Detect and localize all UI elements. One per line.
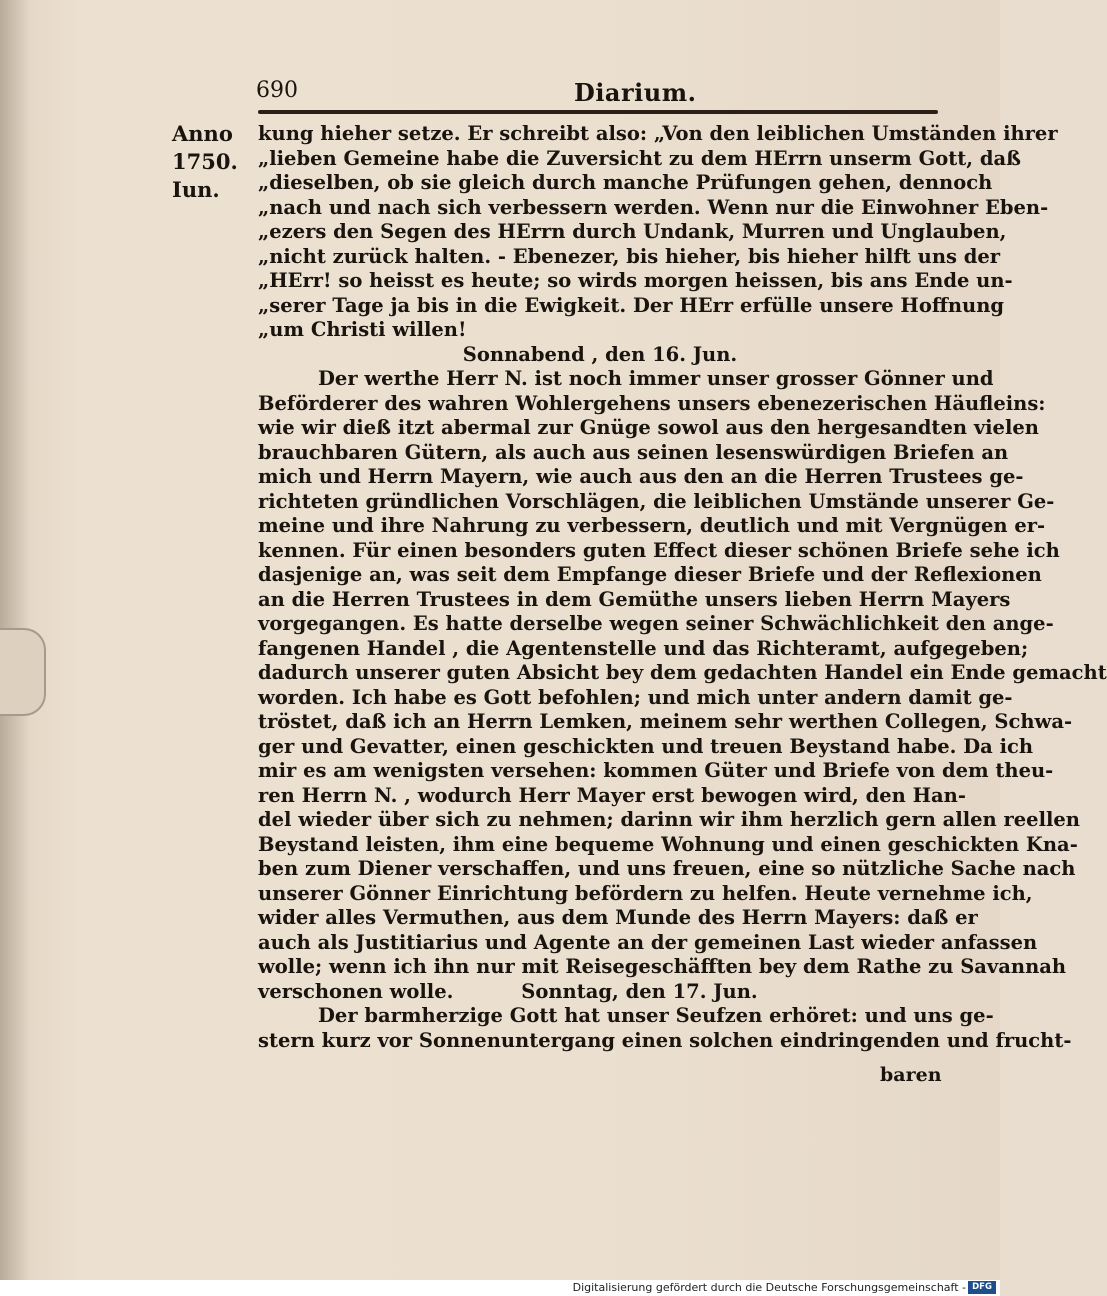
text-line: wie wir dieß itzt abermal zur Gnüge sowol aus den hergesandten vielen <box>258 416 1039 439</box>
page-header <box>256 74 936 107</box>
text-line: „um Christi willen! <box>258 318 467 341</box>
text-line: worden. Ich habe es Gott befohlen; und mich unter andern damit ge- <box>258 685 1013 709</box>
body-text <box>258 122 1107 1053</box>
text-line: wolle; wenn ich ihn nur mit Reisegeschäfften bey dem Rathe zu Savannah <box>258 955 1067 978</box>
text-line: kennen. Für einen besonders guten Effect dieser schönen Briefe sehe ich <box>258 538 1060 562</box>
text-line: del wieder über sich zu nehmen; darinn wir ihm herzlich gern allen reellen <box>258 808 1080 831</box>
text-line: ger und Gevatter, einen geschickten und treuen Beystand habe. Da ich <box>258 734 1034 758</box>
margin-note-line: Iun. <box>172 177 220 202</box>
text-line: kung hieher setze. Er schreibt also: „Von den leiblichen Umständen ihrer <box>258 122 1058 145</box>
text-line: meine und ihre Nahrung zu verbessern, deutlich und mit Vergnügen er- <box>258 514 1046 537</box>
text-line: Beförderer des wahren Wohlergehens unsers ebenezerischen Häufleins: <box>258 391 1046 415</box>
header-rule <box>258 110 938 114</box>
margin-note-line: 1750. <box>172 149 238 174</box>
text-line: Der werthe Herr N. ist noch immer unser grosser Gönner und <box>318 367 994 390</box>
text-line: „HErr! so heisst es heute; so wirds morgen heissen, bis ans Ende un- <box>258 269 1013 292</box>
text-line: stern kurz vor Sonnenuntergang einen solchen eindringenden und frucht- <box>258 1028 1072 1052</box>
text-line: mir es am wenigsten versehen: kommen Güter und Briefe von dem theu- <box>258 759 1054 782</box>
text-line: vorgegangen. Es hatte derselbe wegen seiner Schwächlichkeit den ange- <box>258 612 1054 635</box>
date-heading: Sonnabend , den 16. Jun. <box>462 342 738 366</box>
text-line: fangenen Handel , die Agentenstelle und das Richteramt, aufgegeben; <box>258 636 1029 660</box>
text-line: „ezers den Segen des HErrn durch Undank, Murren und Unglauben, <box>258 220 1007 243</box>
page-tab-marker <box>0 628 46 716</box>
text-line: „nach und nach sich verbessern werden. Wenn nur die Einwohner Eben- <box>258 195 1049 219</box>
text-line: wider alles Vermuthen, aus dem Munde des Herrn Mayers: daß er <box>258 906 978 929</box>
text-line: „lieben Gemeine habe die Zuversicht zu dem HErrn unserm Gott, daß <box>258 146 1021 170</box>
text-line: an die Herren Trustees in dem Gemüthe unsers lieben Herrn Mayers <box>258 587 1011 611</box>
text-line: verschonen wolle. Sonntag, den 17. Jun. <box>258 979 758 1003</box>
text-line: Beystand leisten, ihm eine bequeme Wohnung und einen geschickten Kna- <box>258 832 1078 856</box>
dfg-logo: DFG <box>968 1281 996 1294</box>
text-line: richteten gründlichen Vorschlägen, die leiblichen Umstände unserer Ge- <box>258 489 1055 513</box>
margin-note <box>172 120 244 204</box>
page-number: 690 <box>256 78 298 103</box>
text-line: brauchbaren Gütern, als auch aus seinen lesenswürdigen Briefen an <box>258 440 1009 464</box>
text-line: tröstet, daß ich an Herrn Lemken, meinem sehr werthen Collegen, Schwa- <box>258 710 1073 733</box>
text-line: auch als Justitiarius und Agente an der gemeinen Last wieder anfassen <box>258 930 1038 954</box>
text-line: dadurch unserer guten Absicht bey dem gedachten Handel ein Ende gemacht <box>258 661 1107 684</box>
text-line: Der barmherzige Gott hat unser Seufzen erhöret: und uns ge- <box>318 1004 994 1027</box>
margin-note-line: Anno <box>172 121 233 146</box>
catchword: baren <box>880 1064 942 1086</box>
text-line: ren Herrn N. , wodurch Herr Mayer erst bewogen wird, den Han- <box>258 783 966 807</box>
footer-credit: Digitalisierung gefördert durch die Deutsche Forschungsgemeinschaft - <box>572 1281 966 1294</box>
text-line: dasjenige an, was seit dem Empfange dieser Briefe und der Reflexionen <box>258 563 1042 586</box>
running-title: Diarium. <box>574 78 697 107</box>
text-line: „serer Tage ja bis in die Ewigkeit. Der HErr erfülle unsere Hoffnung <box>258 293 1005 317</box>
text-line: mich und Herrn Mayern, wie auch aus den an die Herren Trustees ge- <box>258 465 1024 488</box>
text-line: „dieselben, ob sie gleich durch manche Prüfungen gehen, dennoch <box>258 171 993 194</box>
text-line: unserer Gönner Einrichtung befördern zu helfen. Heute vernehme ich, <box>258 881 1033 905</box>
text-line: ben zum Diener verschaffen, und uns freuen, eine so nützliche Sache nach <box>258 857 1076 880</box>
text-line: „nicht zurück halten. - Ebenezer, bis hieher, bis hieher hilft uns der <box>258 244 1001 268</box>
